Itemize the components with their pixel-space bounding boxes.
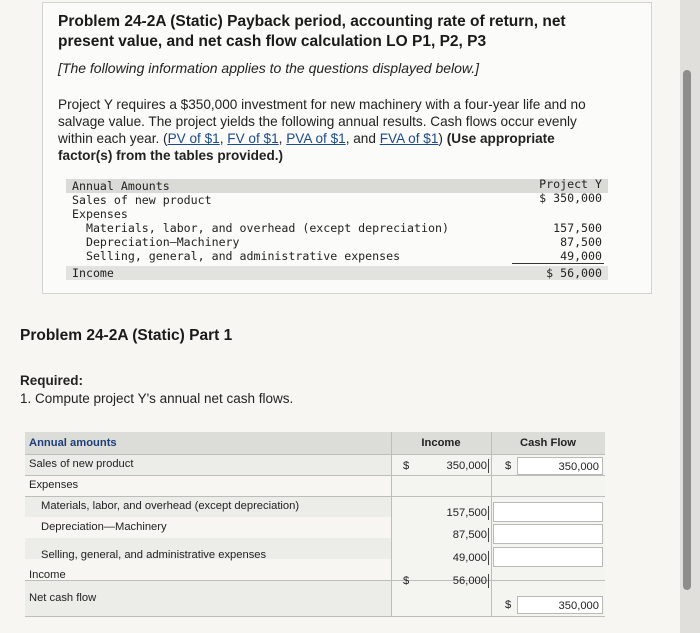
income-dollar: $: [403, 575, 410, 587]
given-header-col-2: $ 350,000: [539, 191, 602, 205]
rule-4: [25, 580, 605, 581]
net-cash-flow-input[interactable]: 350,000: [517, 596, 603, 614]
info-note: [The following information applies to the questions displayed below.]: [58, 60, 480, 76]
link-pv-of-1[interactable]: PV of $1: [167, 131, 220, 146]
header-cash-flow: Cash Flow: [520, 437, 576, 449]
depreciation-cash-flow-input[interactable]: [493, 524, 603, 544]
sales-income-value: 350,000: [446, 460, 487, 472]
desc-instruction: (Use appropriate factor(s) from the tables provided.): [58, 131, 555, 163]
given-value-materials: 157,500: [553, 221, 602, 235]
given-income-shade: [66, 266, 608, 280]
given-row-depreciation: Depreciation—Machinery: [72, 235, 240, 249]
given-header-col-1: Project Y: [539, 177, 602, 191]
required-text: 1. Compute project Y's annual net cash flows.: [20, 391, 294, 406]
selling-income-value: 49,000: [452, 552, 487, 564]
sales-income-marker: [488, 459, 489, 473]
row-label-expenses: Expenses: [29, 479, 79, 491]
desc-sep-3: , and: [345, 131, 380, 146]
link-fv-of-1[interactable]: FV of $1: [227, 131, 279, 146]
given-row-selling: Selling, general, and administrative expenses: [72, 249, 401, 263]
net-cash-dollar: $: [505, 599, 512, 611]
link-fva-of-1[interactable]: FVA of $1: [379, 131, 439, 146]
problem-title: Problem 24-2A (Static) Payback period, accounting rate of return, net present value, and net cash flow calculation LO P1, P2, P3: [58, 13, 566, 50]
col-divider-1: [391, 432, 392, 617]
depreciation-income-marker: [488, 528, 489, 542]
selling-cash-flow-input[interactable]: [493, 547, 603, 567]
given-value-depreciation: 87,500: [560, 235, 602, 249]
row-label-sales: Sales of new product: [29, 458, 134, 470]
part-title: Problem 24-2A (Static) Part 1: [20, 327, 233, 344]
given-row-materials: Materials, labor, and overhead (except depreciation): [72, 221, 449, 235]
desc-text-1: Project Y requires a $350,000 investment for new machinery with a four-year life and no salvage value. The project yields the following annual results. Cash flows occur evenly within each year. (: [58, 97, 586, 146]
sales-cash-flow-input[interactable]: 350,000: [517, 457, 603, 475]
income-marker: [488, 574, 489, 588]
given-header-label: Annual Amounts: [72, 179, 170, 193]
sales-income-dollar: $: [403, 460, 410, 472]
desc-text-2: ): [438, 131, 447, 146]
given-row-sales: Sales of new product: [72, 193, 212, 207]
band-expenses: [25, 475, 391, 496]
row-label-materials: Materials, labor, and overhead (except depreciation): [41, 500, 300, 512]
row-label-income: Income: [29, 569, 66, 581]
col-divider-2: [491, 432, 492, 617]
link-pva-of-1[interactable]: PVA of $1: [286, 131, 346, 146]
selling-income-marker: [488, 551, 489, 565]
scrollbar-thumb[interactable]: [683, 70, 691, 590]
given-row-income: Income: [72, 266, 114, 280]
row-label-selling: Selling, general, and administrative expenses: [41, 549, 267, 561]
rule-5: [25, 616, 605, 617]
materials-income-marker: [488, 506, 489, 520]
row-label-depreciation: Depreciation—Machinery: [41, 521, 167, 533]
given-total-underline: [512, 263, 604, 264]
income-value: 56,000: [452, 575, 487, 587]
desc-sep-2: ,: [278, 131, 287, 146]
rule-2: [25, 475, 605, 476]
given-data-table: [66, 177, 608, 283]
row-label-net-cash-flow: Net cash flow: [29, 592, 97, 604]
materials-income-value: 157,500: [446, 507, 487, 519]
sales-cf-dollar: $: [505, 460, 512, 472]
desc-sep-1: ,: [219, 131, 228, 146]
header-income: Income: [421, 437, 461, 449]
required-label: Required:: [20, 373, 84, 388]
problem-description: [58, 96, 586, 164]
materials-cash-flow-input[interactable]: [493, 502, 603, 522]
header-annual-amounts: Annual amounts: [29, 437, 117, 449]
answer-table: [25, 432, 605, 617]
given-row-expenses: Expenses: [72, 207, 128, 221]
given-value-income: $ 56,000: [546, 266, 602, 280]
depreciation-income-value: 87,500: [452, 529, 487, 541]
given-value-selling: 49,000: [560, 249, 602, 263]
